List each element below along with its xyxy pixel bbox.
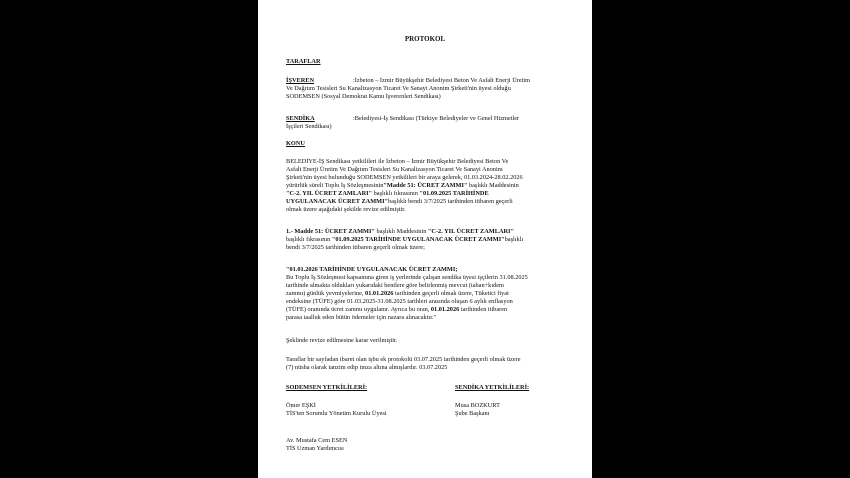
signatory-name: Musa BOZKURT [455,402,500,409]
quote-line-6: parasa taalluk eden bütün ödemeler için nazara alınacaktır." [286,314,437,321]
signatory-name: Av. Mustafa Cem ESEN [286,437,348,444]
subject-line-5: "C-2. YIL ÜCRET ZAMLARI" başlıklı fıkrasının "01.09.2025 TARİHİNDE [286,190,489,197]
document-page [258,0,592,478]
union-line-1: :Belediyesi-İş Sendikası (Türkiye Belediyeler ve Genel Hizmetler [353,115,520,122]
subject-line-6: UYGULANACAK ÜCRET ZAMMI"başlıklı bendi 3/7/2025 tarihinden itibaren geçerli [286,198,513,205]
signatory-role: TİS Uzman Yardımcısı [286,445,344,452]
quote-line-1: Bu Toplu İş Sözleşmesi kapsamına giren iş yerlerinde çalışan sendika üyesi işçilerin 31.08.2025 [286,274,528,281]
employer-signatories-heading: SODEMSEN YETKİLİLERİ: [286,384,368,391]
quote-heading: "01.01.2026 TARİHİNDE UYGULANACAK ÜCRET ZAMMI; [286,266,458,273]
signatory-role: TİS'ten Sorumlu Yönetim Kurulu Üyesi [286,410,387,417]
union-signatories-heading: SENDİKA YETKİLİLERİ: [455,384,530,391]
employer-line-3: SODEMSEN (Sosyal Demokrat Kamu İşverenleri Sendikası) [286,93,441,100]
quote-line-3: zammı) günlük yevmiyelerine, 01.01.2026 tarihinden geçerli olmak üzere, Tüketici fiyat [286,290,509,297]
signatory-role: Şube Başkanı [455,410,490,417]
article-line-1: 1.- Madde 51: ÜCRET ZAMMI" başlıklı Maddesinin "C-2. YIL ÜCRET ZAMLARI" [286,228,514,235]
parties-heading: TARAFLAR [286,58,321,65]
subject-line-1: BELEDİYE-İŞ Sendikası yetkilileri ile İzbeton – İzmir Büyükşehir Belediyesi Beton Ve [286,158,509,165]
subject-line-7: olmak üzere aşağıdaki şekilde revize edilmiştir. [286,206,406,213]
employer-line-2: Ve Dağıtım Tesisleri Su Kanalizasyon Ticaret Ve Sanayi Anonim Şirketi'nin üyesi olduğu [286,85,511,92]
article-line-3: bendi 3/7/2025 tarihinden itibaren geçerli olmak üzere; [286,244,425,251]
employer-line-1: :İzbeton – İzmir Büyükşehir Belediyesi Beton Ve Asfalt Enerji Üretim [353,77,531,84]
quote-line-5: (TÜFE) oranında ücret zammı uygulanır. Ayrıca bu oran, 01.01.2026 tarihinden itibaren [286,306,508,313]
employer-label: İŞVEREN [286,77,314,84]
closing-line-2: (7) nüsha olarak tanzim edip imza altına almışlardır. 03.07.2025 [286,364,448,371]
quote-line-4: endeksine (TÜFE) göre 01.03.2025-31.08.2025 tarihleri arasında oluşan 6 aylık enflasyon [286,298,513,305]
quote-line-2: tarihinde almakta oldukları yukarıdaki bentlere göre belirlenmiş mevcut (taban+kıdem [286,282,504,289]
subject-line-2: Asfalt Enerji Üretim Ve Dağıtım Tesisleri Su Kanalizasyon Ticaret Ve Sanayi Anonim [286,166,503,173]
subject-line-4: yürürlük süreli Toplu İş Sözleşmesinin"Madde 51: ÜCRET ZAMMI" başlıklı Maddesinin [286,182,519,189]
signatory-name: Ömer EŞKİ [286,402,316,409]
subject-line-3: Şirketi'nin üyesi bulunduğu SODEMSEN yetkilileri bir araya gelerek, 01.03.2024-28.02.2026 [286,174,523,181]
article-line-2: başlıklı fıkrasının "01.09.2025 TARİHİNDE UYGULANACAK ÜCRET ZAMMI"başlıklı [286,236,524,243]
union-label: SENDİKA [286,115,315,122]
closing-line-1: Taraflar bir sayfadan ibaret olan işbu ek protokolü 03.07.2025 tarihinden geçerli olmak üzere [286,356,521,363]
page-title: PROTOKOL [404,35,446,43]
subject-heading: KONU [286,140,305,147]
revision-statement: Şeklinde revize edilmesine karar verilmiştir. [286,337,398,344]
union-line-2: İşçileri Sendikası) [286,123,332,130]
